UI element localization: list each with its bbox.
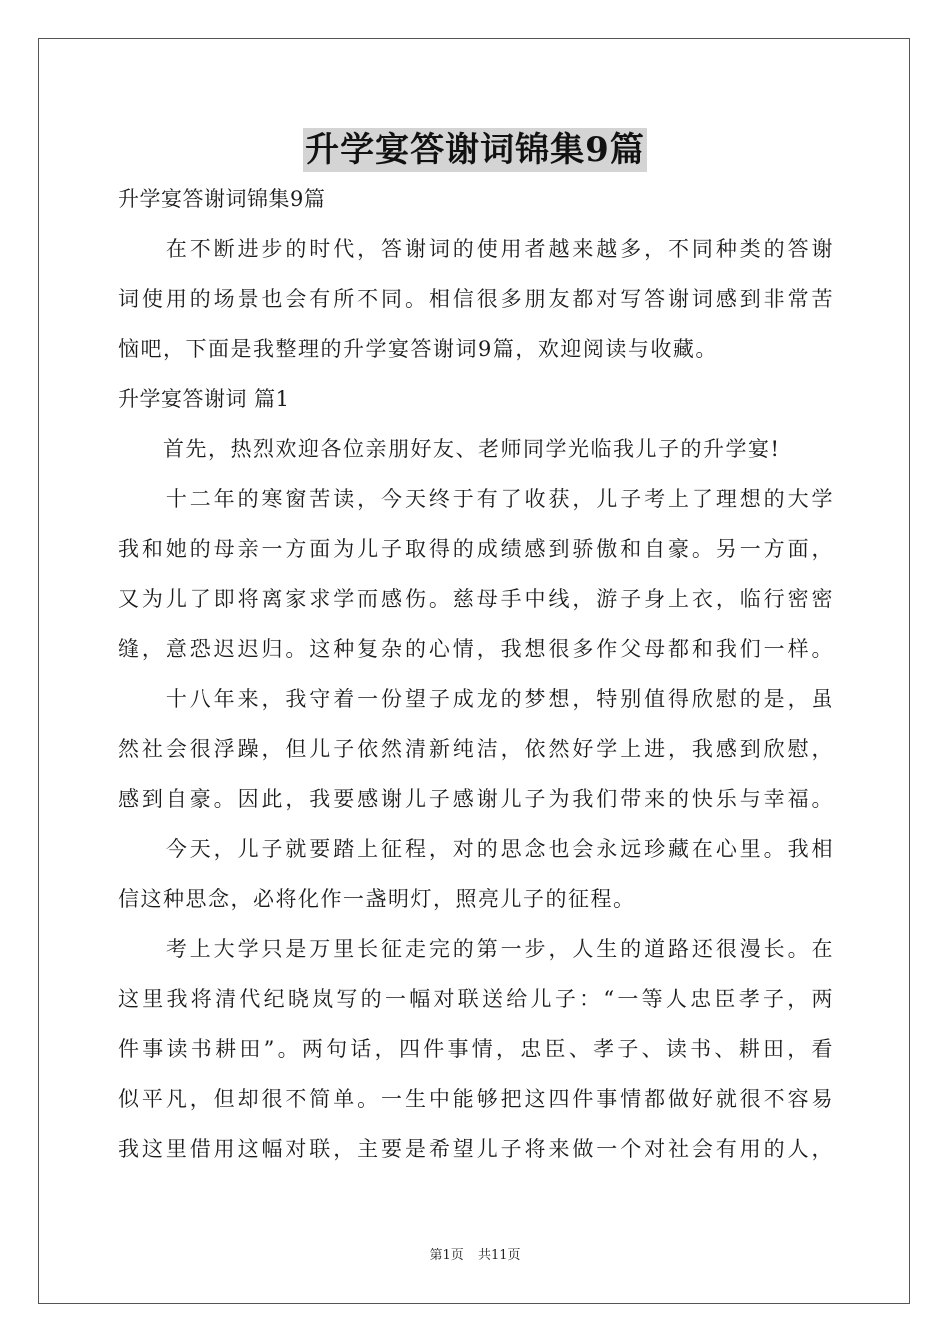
body-line-1: 首先，热烈欢迎各位亲朋好友、老师同学光临我儿子的升学宴! (118, 437, 781, 461)
body-line-3: 我和她的母亲一方面为儿子取得的成绩感到骄傲和自豪。另一方面， (118, 537, 834, 561)
body-line-9: 今天，儿子就要踏上征程，对的思念也会永远珍藏在心里。我相 (118, 837, 834, 861)
body-line-12: 这里我将清代纪晓岚写的一幅对联送给儿子：“一等人忠臣孝子，两 (118, 987, 834, 1011)
body-line-2: 十二年的寒窗苦读，今天终于有了收获，儿子考上了理想的大学 (118, 487, 834, 511)
page-footer (0, 1247, 950, 1265)
body-line-10: 信这种思念，必将化作一盏明灯，照亮儿子的征程。 (118, 887, 636, 911)
intro-line-2: 词使用的场景也会有所不同。相信很多朋友都对写答谢词感到非常苦 (118, 287, 834, 311)
body-line-8: 感到自豪。因此，我要感谢儿子感谢儿子为我们带来的快乐与幸福。 (118, 787, 834, 811)
page-total: 共11页 (477, 1248, 521, 1263)
body-line-15: 我这里借用这幅对联，主要是希望儿子将来做一个对社会有用的人， (118, 1137, 834, 1161)
body-line-13: 件事读书耕田”。两句话，四件事情，忠臣、孝子、读书、耕田，看 (118, 1037, 834, 1061)
intro-line-1: 在不断进步的时代，答谢词的使用者越来越多，不同种类的答谢 (118, 237, 834, 261)
subtitle-line: 升学宴答谢词锦集9篇 (118, 187, 326, 211)
body-line-11: 考上大学只是万里长征走完的第一步，人生的道路还很漫长。在 (118, 937, 834, 961)
document-title (0, 128, 950, 172)
document-title-text: 升学宴答谢词锦集9篇 (305, 130, 645, 170)
body-line-4: 又为儿了即将离家求学而感伤。慈母手中线，游子身上衣，临行密密 (118, 587, 834, 611)
intro-line-3: 恼吧，下面是我整理的升学宴答谢词9篇，欢迎阅读与收藏。 (118, 337, 718, 361)
page-number: 第1页 (429, 1248, 464, 1263)
body-line-5: 缝，意恐迟迟归。这种复杂的心情，我想很多作父母都和我们一样。 (118, 637, 834, 661)
body-line-7: 然社会很浮躁，但儿子依然清新纯洁，依然好学上进，我感到欣慰， (118, 737, 834, 761)
section-heading: 升学宴答谢词 篇1 (118, 387, 290, 411)
page-border (38, 38, 910, 1304)
body-line-14: 似平凡，但却很不简单。一生中能够把这四件事情都做好就很不容易 (118, 1087, 834, 1111)
body-line-6: 十八年来，我守着一份望子成龙的梦想，特别值得欣慰的是，虽 (118, 687, 834, 711)
